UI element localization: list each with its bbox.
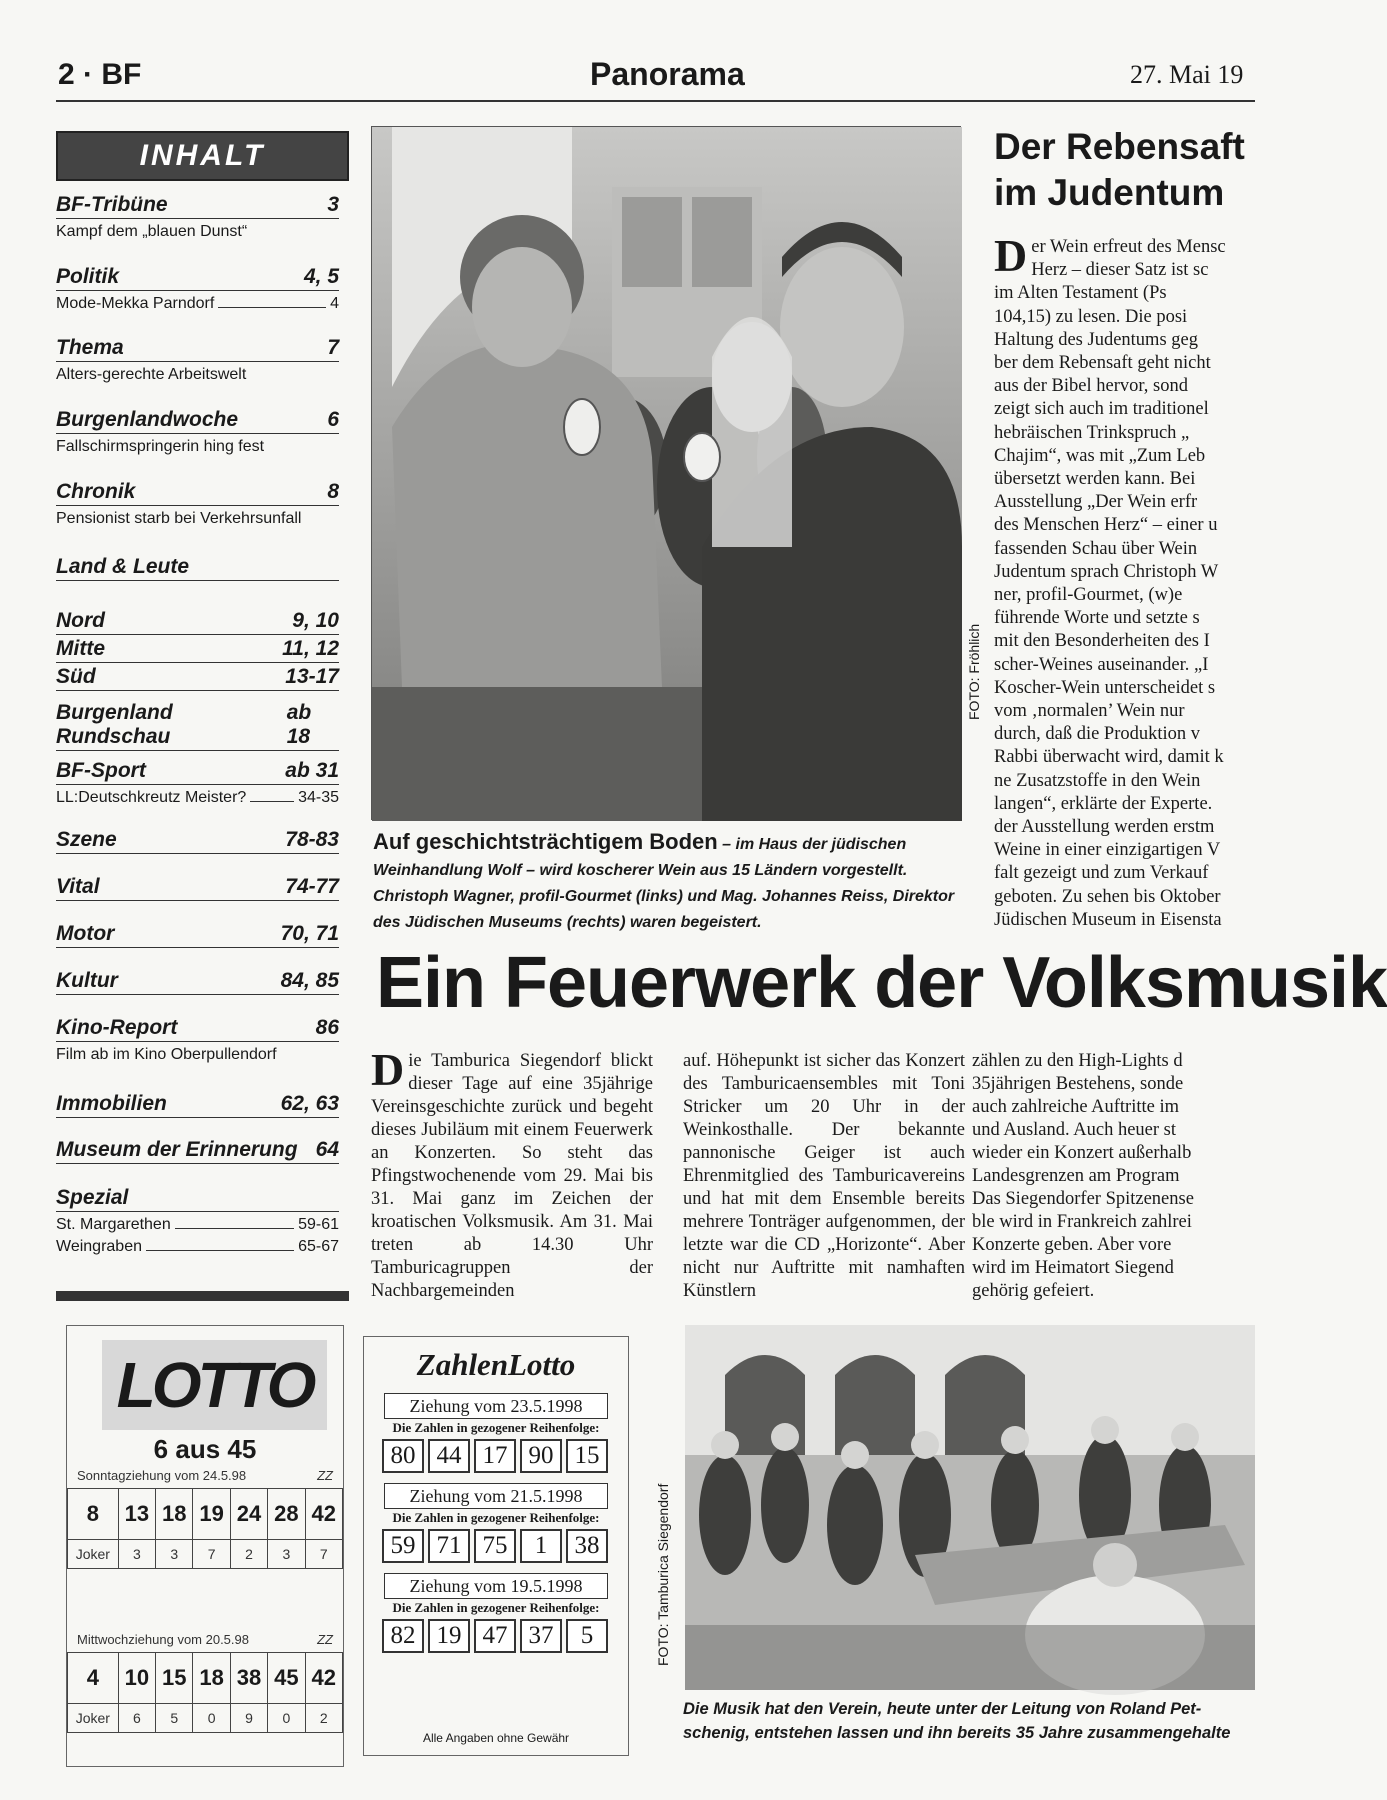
toc-entry-title: Thema	[56, 336, 124, 359]
toc-entry-heading	[56, 969, 339, 995]
toc-entry-page: 62, 63	[280, 1092, 339, 1115]
toc-entry-heading	[56, 665, 339, 691]
article-line: er Wein erfreut des Mensc	[1031, 237, 1226, 257]
lotto-number: 15	[156, 1653, 193, 1704]
toc-header	[56, 131, 349, 181]
header-rule	[56, 100, 1255, 102]
toc-entry-heading	[56, 480, 339, 506]
toc-entry	[56, 922, 339, 948]
toc-entry-page: 13-17	[285, 665, 339, 688]
issue-date: 27. Mai 19	[1130, 60, 1244, 89]
toc-subentry-text: Film ab im Kino Oberpullendorf	[56, 1046, 277, 1063]
zahlenlotto-logo: ZahlenLotto	[416, 1347, 576, 1382]
article-line: wird im Heimatort Siegend	[972, 1258, 1174, 1278]
joker-label: Joker	[68, 1704, 119, 1733]
article-line: Weine in einer einzigartigen V	[994, 840, 1221, 861]
zahlenlotto-number: 44	[428, 1439, 470, 1473]
toc-entry	[56, 828, 339, 854]
joker-digit: 2	[305, 1704, 342, 1733]
lotto-results-box	[66, 1325, 344, 1767]
article-line: der Ausstellung werden erstm	[994, 817, 1215, 838]
toc-entry-page: 70, 71	[280, 922, 339, 945]
lotto-number: 8	[68, 1489, 119, 1540]
toc-entry-page: ab 18	[286, 701, 312, 748]
article-line: Herz – dieser Satz ist sc	[1031, 260, 1209, 281]
toc-subentry-text: Pensionist starb bei Verkehrsunfall	[56, 510, 302, 527]
article-line: mit den Besonderheiten des I	[994, 631, 1210, 652]
toc-entry-title: Kino-Report	[56, 1016, 178, 1039]
joker-digit: 3	[118, 1540, 155, 1569]
article-line: Koscher-Wein unterscheidet s	[994, 677, 1216, 698]
zahlenlotto-number: 15	[566, 1439, 608, 1473]
toc-entry	[56, 1186, 339, 1256]
toc-entry	[56, 637, 339, 663]
article-title-line: im Judentum	[994, 172, 1225, 213]
toc-subentry-text: Weingraben	[56, 1238, 142, 1255]
toc-entry-heading	[56, 193, 339, 219]
toc-subentry-text: Fallschirmspringerin hing fest	[56, 438, 265, 455]
caption-line: Die Musik hat den Verein, heute unter der Leitung von Roland Pet-	[683, 1700, 1202, 1718]
zahlenlotto-number: 38	[566, 1529, 608, 1563]
toc-entry-page: 64	[315, 1138, 339, 1161]
toc-entry	[56, 1092, 339, 1118]
photo-caption	[683, 1697, 1255, 1745]
lotto-subtitle: 6 aus 45	[153, 1434, 257, 1464]
toc-entry	[56, 609, 339, 635]
toc-entry-heading	[56, 336, 339, 362]
joker-digit: 7	[305, 1540, 342, 1569]
article-line: Chajim“, was mit „Zum Leb	[994, 445, 1206, 466]
article-line: falt gezeigt und zum Verkauf	[994, 863, 1209, 884]
lotto-number: 42	[305, 1489, 342, 1540]
article-line: durch, daß die Produktion v	[994, 724, 1201, 745]
toc-entry	[56, 193, 339, 241]
zahlenlotto-box	[363, 1336, 629, 1756]
draw-subline: Die Zahlen in gezogener Reihenfolge:	[392, 1600, 600, 1615]
wine-tasting-photo	[371, 126, 961, 820]
toc-entry-title: Politik	[56, 265, 120, 288]
lotto-number: 28	[268, 1489, 305, 1540]
article-line: führende Worte und setzte s	[994, 608, 1200, 629]
toc-entry	[56, 1138, 339, 1164]
toc-entry-heading	[56, 1016, 339, 1042]
article-line: 104,15) zu lesen. Die posi	[994, 306, 1188, 327]
toc-entry-title: Süd	[56, 665, 96, 688]
article-line: 35jährigen Bestehens, sonde	[972, 1074, 1184, 1094]
article-line: wieder ein Konzert außerhalb	[972, 1143, 1192, 1163]
article-line: Konzerte geben. Aber vore	[972, 1235, 1172, 1255]
draw-numbers	[382, 1439, 608, 1473]
toc-entry-page: 8	[327, 480, 339, 503]
article-line: ner, profil-Gourmet, (w)e	[994, 585, 1183, 606]
tamburica-group-photo	[685, 1325, 1255, 1690]
toc-entry-title: Nord	[56, 609, 105, 632]
toc-subentry-text: Mode-Mekka Parndorf	[56, 295, 215, 312]
joker-digit: 3	[156, 1540, 193, 1569]
joker-label: Joker	[68, 1540, 119, 1569]
draw-label-text: Mittwochziehung vom 20.5.98	[77, 1632, 249, 1647]
toc-entry-title: Land & Leute	[56, 555, 190, 578]
draw-subline: Die Zahlen in gezogener Reihenfolge:	[392, 1510, 600, 1525]
main-headline: Ein Feuerwerk der Volksmusik	[376, 943, 1387, 1023]
page-number: 2 · BF	[58, 58, 142, 91]
toc-entry-heading	[56, 875, 339, 901]
lotto-number: 45	[268, 1653, 305, 1704]
zahlenlotto-number: 47	[474, 1619, 516, 1653]
joker-digit: 6	[118, 1704, 155, 1733]
toc-entry	[56, 336, 339, 384]
toc-subentry	[56, 223, 339, 241]
toc-subentry-page: 59-61	[298, 1216, 339, 1233]
zahlenlotto-number: 37	[520, 1619, 562, 1653]
article-line: des Menschen Herz“ – einer u	[994, 515, 1218, 536]
draw-numbers	[382, 1529, 608, 1563]
toc-subentry-page: 4	[330, 295, 339, 312]
toc-entry-heading	[56, 265, 339, 291]
article-line: geboten. Zu sehen bis Oktober	[994, 886, 1221, 907]
zahlenlotto-number: 82	[382, 1619, 424, 1653]
article-line: ne Zusatzstoffe in den Wein	[994, 770, 1201, 791]
joker-digit: 2	[230, 1540, 267, 1569]
column-text: ie Tamburica Siegendorf blickt dieser Tage auf eine 35jährige Vereinsgeschichte zurück und begeht dieses Jubiläum mit einem Feuerwerk an Konzerten. So steht das Pfingstwochenende vom 29. Mai bis 31. Mai ganz im Zeichen der kroatischen Volksmusik. Am 31. Mai treten ab 14.30 Uhr Tamburicagruppen der Nachbargemeinden	[371, 1051, 653, 1301]
toc-entry	[56, 969, 339, 995]
article-line: Landesgrenzen am Program	[972, 1166, 1180, 1186]
toc-entry-page: 84, 85	[280, 969, 339, 992]
toc-entry-page: 4, 5	[303, 265, 339, 288]
draw-subline: Die Zahlen in gezogener Reihenfolge:	[392, 1420, 600, 1435]
toc-entry-heading	[56, 408, 339, 434]
disclaimer: Alle Angaben ohne Gewähr	[422, 1731, 570, 1745]
lotto-number: 19	[193, 1489, 230, 1540]
toc-subentry	[56, 438, 339, 456]
toc-entry-page: 78-83	[285, 828, 339, 851]
article-line: gehörig gefeiert.	[972, 1281, 1095, 1301]
toc-subentry-text: Alters-gerechte Arbeitswelt	[56, 366, 247, 383]
article-line: fassenden Schau über Wein	[994, 538, 1198, 559]
article-line: langen“, erklärte der Experte.	[994, 793, 1213, 814]
toc-entry-title: Museum der Erinnerung	[56, 1138, 298, 1161]
joker-digit: 7	[193, 1540, 230, 1569]
article-line: zählen zu den High-Lights d	[972, 1051, 1183, 1071]
toc-entry-heading	[56, 759, 339, 785]
draw-numbers	[382, 1619, 608, 1653]
toc-title: INHALT	[139, 139, 266, 172]
toc-entry-page: 6	[327, 408, 339, 431]
zusatzzahl-label: ZZ	[317, 1468, 333, 1483]
article-line: übersetzt werden kann. Bei	[994, 469, 1196, 490]
toc-entry-title: BF-Sport	[56, 759, 146, 782]
lotto-number: 24	[230, 1489, 267, 1540]
toc-entry-page: ab 31	[285, 759, 339, 782]
zahlenlotto-number: 90	[520, 1439, 562, 1473]
article-line: Jüdischen Museum in Eisensta	[994, 909, 1222, 930]
toc-entry-heading	[56, 1186, 339, 1212]
draw-date: Ziehung vom 21.5.1998	[384, 1483, 608, 1509]
toc-entry-heading	[56, 609, 339, 635]
toc-entry	[56, 555, 339, 581]
toc-subentry-page: 65-67	[298, 1238, 339, 1255]
zahlenlotto-number: 19	[428, 1619, 470, 1653]
joker-digit: 0	[268, 1704, 305, 1733]
toc-entry	[56, 265, 339, 313]
column-text: auf. Höhepunkt ist sicher das Konzert des Tamburicaensembles mit Toni Stricker um 20 Uhr in der Weinkosthalle. Der bekannte pannonische Geiger ist auch Ehrenmitglied des Tamburicavereins und hat mit dem Ensemble bereits mehrere Tonträger aufgenommen, der letzte war die CD „Horizonte“. Aber nicht nur Auftritte mit namhaften Künstlern	[683, 1051, 965, 1301]
article-body	[994, 230, 1255, 930]
toc-subentry-page: 34-35	[298, 789, 339, 806]
toc-subentry	[56, 510, 339, 528]
toc-entry	[56, 408, 339, 456]
toc-entry-page: 7	[327, 336, 339, 359]
article-title	[994, 124, 1255, 216]
toc-entry-page: 11, 12	[282, 637, 339, 660]
lotto-number: 18	[193, 1653, 230, 1704]
article-line: und Ausland. Auch heuer st	[972, 1120, 1176, 1140]
draw-label-text: Sonntagziehung vom 24.5.98	[77, 1468, 247, 1483]
toc-entry-title: Vital	[56, 875, 100, 898]
toc-entry-title: Kultur	[56, 969, 118, 992]
toc-entry-title: Motor	[56, 922, 115, 945]
lotto-number: 18	[156, 1489, 193, 1540]
lotto-number: 38	[230, 1653, 267, 1704]
toc-subentry	[56, 295, 339, 313]
toc-entry	[56, 875, 339, 901]
zahlenlotto-number: 59	[382, 1529, 424, 1563]
toc-entry-heading	[56, 922, 339, 948]
zahlenlotto-number: 17	[474, 1439, 516, 1473]
article-column	[683, 1050, 965, 1303]
toc-entry	[56, 480, 339, 528]
toc-entry-heading	[56, 637, 339, 663]
toc-entry-title: BF-Tribüne	[56, 193, 168, 216]
toc-entry-heading	[56, 555, 339, 581]
drop-cap: D	[994, 230, 1028, 281]
toc-entry	[56, 665, 339, 691]
section-title: Panorama	[590, 56, 745, 92]
toc-entry-heading	[56, 701, 339, 751]
toc-entry-heading	[56, 1092, 339, 1118]
toc-entry-page: 3	[327, 193, 339, 216]
photo-credit: FOTO: Fröhlich	[966, 623, 982, 720]
draw-date: Ziehung vom 19.5.1998	[384, 1573, 608, 1599]
lotto-number: 10	[118, 1653, 155, 1704]
toc-entry	[56, 1016, 339, 1064]
zahlenlotto-number: 71	[428, 1529, 470, 1563]
toc-subentry	[56, 1238, 339, 1256]
toc-bottom-rule	[56, 1291, 349, 1301]
article-line: vom ‚normalen’ Wein nur	[994, 701, 1185, 722]
article-line: Rabbi überwacht wird, damit k	[994, 747, 1224, 768]
photo-credit: FOTO: Tamburica Siegendorf	[655, 1483, 671, 1666]
article-column	[972, 1050, 1255, 1303]
draw-table	[67, 1652, 343, 1733]
article-line: auch zahlreiche Auftritte im	[972, 1097, 1180, 1117]
photo-caption	[373, 830, 963, 935]
article-line: hebräischen Trinkspruch „	[994, 422, 1190, 443]
toc-entry-page: 9, 10	[292, 609, 339, 632]
toc-entry	[56, 759, 339, 807]
article-line: ber dem Rebensaft geht nicht	[994, 353, 1211, 374]
joker-digit: 5	[156, 1704, 193, 1733]
article-line: Ausstellung „Der Wein erfr	[994, 492, 1198, 513]
article-column	[371, 1044, 653, 1303]
toc-entry-heading	[56, 1138, 339, 1164]
toc-entry-page: 86	[315, 1016, 339, 1039]
joker-digit: 3	[268, 1540, 305, 1569]
caption-text: – im Haus der jüdischen Weinhandlung Wolf – wird koscherer Wein aus 15 Ländern vorgestellt. Christoph Wagner, profil-Gourmet (links) und Mag. Johannes Reiss, Direktor des Jüdischen Museums (rechts) waren begeistert.	[373, 836, 955, 931]
toc-subentry-text: St. Margarethen	[56, 1216, 171, 1233]
draw-table	[67, 1488, 343, 1569]
toc-subentry-text: Kampf dem „blauen Dunst“	[56, 223, 248, 240]
toc-subentry	[56, 789, 339, 807]
table-of-contents	[56, 131, 349, 1301]
toc-subentry	[56, 366, 339, 384]
lotto-number: 4	[68, 1653, 119, 1704]
joker-digit: 0	[193, 1704, 230, 1733]
toc-entry-title: Szene	[56, 828, 117, 851]
zahlenlotto-number: 80	[382, 1439, 424, 1473]
article-line: Judentum sprach Christoph W	[994, 561, 1219, 582]
caption-lead: Auf geschichtsträchtigem Boden	[373, 829, 718, 854]
toc-entry-title: Spezial	[56, 1186, 129, 1209]
toc-entry-title: Immobilien	[56, 1092, 167, 1115]
zahlenlotto-number: 1	[520, 1529, 562, 1563]
lotto-number: 42	[305, 1653, 342, 1704]
toc-entry-title: Burgenland Rundschau	[56, 701, 173, 748]
toc-subentry	[56, 1216, 339, 1234]
caption-line: schenig, entstehen lassen und ihn bereits 35 Jahre zusammengehalte	[683, 1724, 1231, 1742]
toc-subentry-text: LL:Deutschkreutz Meister?	[56, 789, 247, 806]
article-line: ble wird in Frankreich zahlrei	[972, 1212, 1192, 1232]
article-line: scher-Weines auseinander. „I	[994, 654, 1209, 675]
zusatzzahl-label: ZZ	[317, 1632, 333, 1647]
joker-digit: 9	[230, 1704, 267, 1733]
toc-entry-title: Mitte	[56, 637, 105, 660]
drop-cap: D	[371, 1044, 405, 1095]
article-title-line: Der Rebensaft	[994, 126, 1245, 167]
toc-entry-title: Chronik	[56, 480, 136, 503]
article-line: zeigt sich auch im traditionel	[994, 399, 1209, 420]
toc-entry-title: Burgenlandwoche	[56, 408, 239, 431]
article-line: Haltung des Judentums geg	[994, 329, 1198, 350]
draw-date: Ziehung vom 23.5.1998	[384, 1393, 608, 1419]
article-line: im Alten Testament (Ps	[994, 283, 1167, 304]
zahlenlotto-number: 5	[566, 1619, 608, 1653]
zahlenlotto-number: 75	[474, 1529, 516, 1563]
toc-entry-heading	[56, 828, 339, 854]
article-line: aus der Bibel hervor, sond	[994, 376, 1188, 397]
toc-entry-page: 74-77	[285, 875, 339, 898]
lotto-number: 13	[118, 1489, 155, 1540]
article-line: Das Siegendorfer Spitzenense	[972, 1189, 1194, 1209]
toc-subentry	[56, 1046, 339, 1064]
lotto-logo: LOTTO	[102, 1340, 327, 1430]
toc-entry	[56, 701, 339, 751]
